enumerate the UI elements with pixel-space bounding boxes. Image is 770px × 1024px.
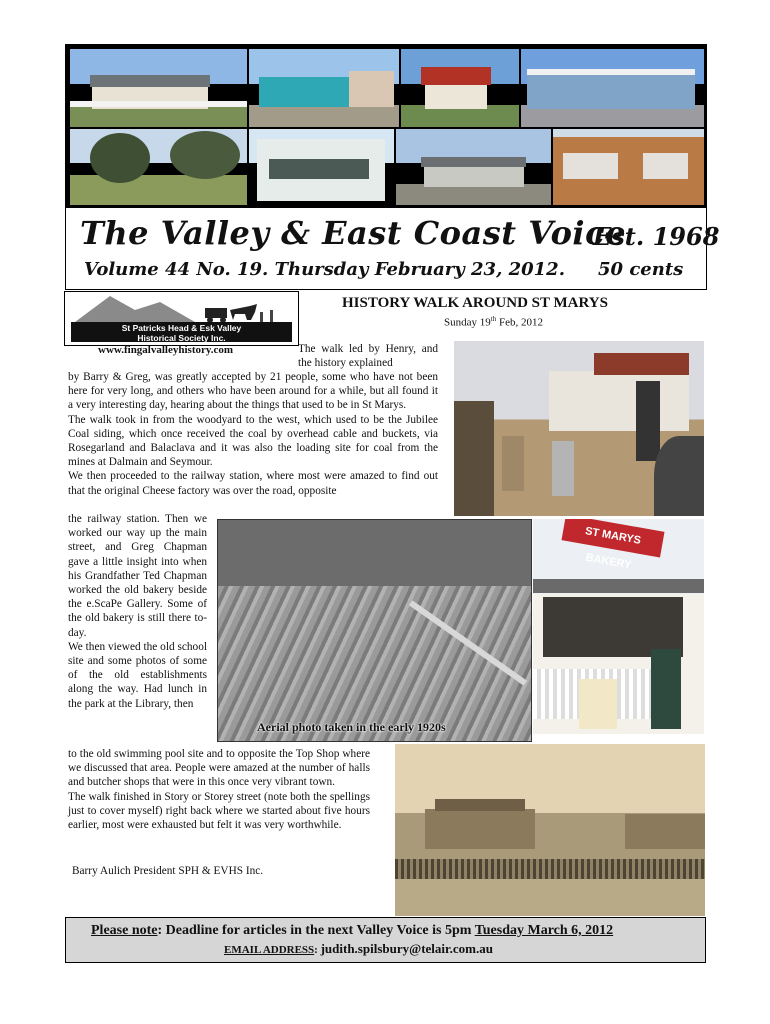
article-date	[444, 315, 543, 329]
newspaper-title: The Valley & East Coast Voice	[80, 214, 626, 252]
article-body-top	[68, 370, 438, 498]
masthead-photo-strip	[65, 44, 707, 208]
bakery-sign: ST MARYS BAKERY	[562, 519, 665, 557]
photo-st-marys-bakery	[533, 519, 704, 734]
article-para-5: to the old swimming pool site and to opposite the Top Shop where we discussed that area. People were amazed at the number of halls and butcher shops that were in this once very vibrant town.	[68, 748, 370, 789]
historical-society-logo	[64, 291, 299, 346]
email-address-link[interactable]: judith.spilsbury@telair.com.au	[320, 941, 493, 956]
aerial-photo-caption: Aerial photo taken in the early 1920s	[257, 720, 446, 734]
photo-red-roof-church	[401, 49, 519, 127]
article-signature: Barry Aulich President SPH & EVHS Inc.	[72, 865, 264, 877]
article-body-bottom	[68, 747, 370, 832]
email-label: EMAIL ADDRESS	[224, 944, 315, 956]
article-para-4: We then viewed the old school site and some photos of some of the old establishments along the way. Had lunch in the park at the Library, then	[68, 640, 207, 710]
photo-shopfront-row	[521, 49, 704, 127]
article-para-intro-b: by Barry & Greg, was greatly accepted by 21 people, some who have not been here for very long, and others who have been around for a while, but all found it a very interesting day, hearing about the things that used to be in St Marys.	[68, 371, 438, 412]
issue-line: Volume 44 No. 19. Thursday February 23, 2012.	[84, 259, 565, 280]
society-website-link[interactable]: www.fingalvalleyhistory.com	[98, 344, 234, 356]
email-line: EMAIL ADDRESS: judith.spilsbury@telair.com.au	[224, 941, 493, 956]
photo-brick-shop	[553, 129, 704, 205]
logo-line-1: St Patricks Head & Esk Valley	[121, 323, 242, 333]
article-para-3b: the railway station. Then we worked our way up the main street, and Greg Chapman gave a little insight into when his Grandfather Ted Chapman worked the old bakery beside the e.ScaPe Gallery. Some of the old bakery is still there to-day.	[68, 513, 207, 639]
date-month-year: Feb, 2012	[496, 316, 543, 329]
notice-label: Please note	[91, 923, 158, 938]
photo-weatherboard-house	[70, 49, 247, 127]
deadline-notice	[91, 923, 613, 939]
notice-deadline: Tuesday March 6, 2012	[474, 923, 614, 938]
article-para-2: The walk took in from the woodyard to the west, which used to be the Jubilee Coal siding, which once received the coal by overhead cable and buckets, via Rosegarland and Balaclava and it was also the loading site for coal from the mines at Dalmain and Seymour.	[68, 413, 438, 469]
article-para-3: We then proceeded to the railway station, where most were amazed to find out that the original Cheese factory was over the road, opposite	[68, 470, 438, 497]
date-day: Sunday 19	[444, 316, 491, 329]
mountain-wagon-icon	[65, 292, 298, 324]
photo-aerial-1920s	[217, 519, 532, 742]
established-year: Est. 1968	[593, 222, 720, 251]
photo-blue-gallery	[249, 49, 399, 127]
photo-park-trees	[70, 129, 247, 205]
photo-history-walk-group	[454, 341, 704, 516]
photo-cottage	[396, 129, 551, 205]
logo-line-2: Historical Society Inc.	[137, 333, 226, 343]
article-para-6: The walk finished in Story or Storey street (note both the spellings just to cover myself) right back where we started about five hours earlier, most were exhausted but felt it was very worthwhile.	[68, 790, 370, 832]
article-headline: HISTORY WALK AROUND ST MARYS	[342, 295, 608, 311]
logo-banner	[71, 322, 292, 342]
issue-price: 50 cents	[598, 259, 684, 280]
article-para-intro-a: The walk led by Henry, and the history explained	[298, 343, 438, 370]
photo-historic-gathering	[395, 744, 705, 916]
photo-white-shop	[249, 129, 394, 205]
date-suffix-sup: th	[490, 315, 497, 323]
notice-text: : Deadline for articles in the next Valley Voice is 5pm	[157, 923, 475, 938]
article-body-column	[68, 512, 207, 711]
